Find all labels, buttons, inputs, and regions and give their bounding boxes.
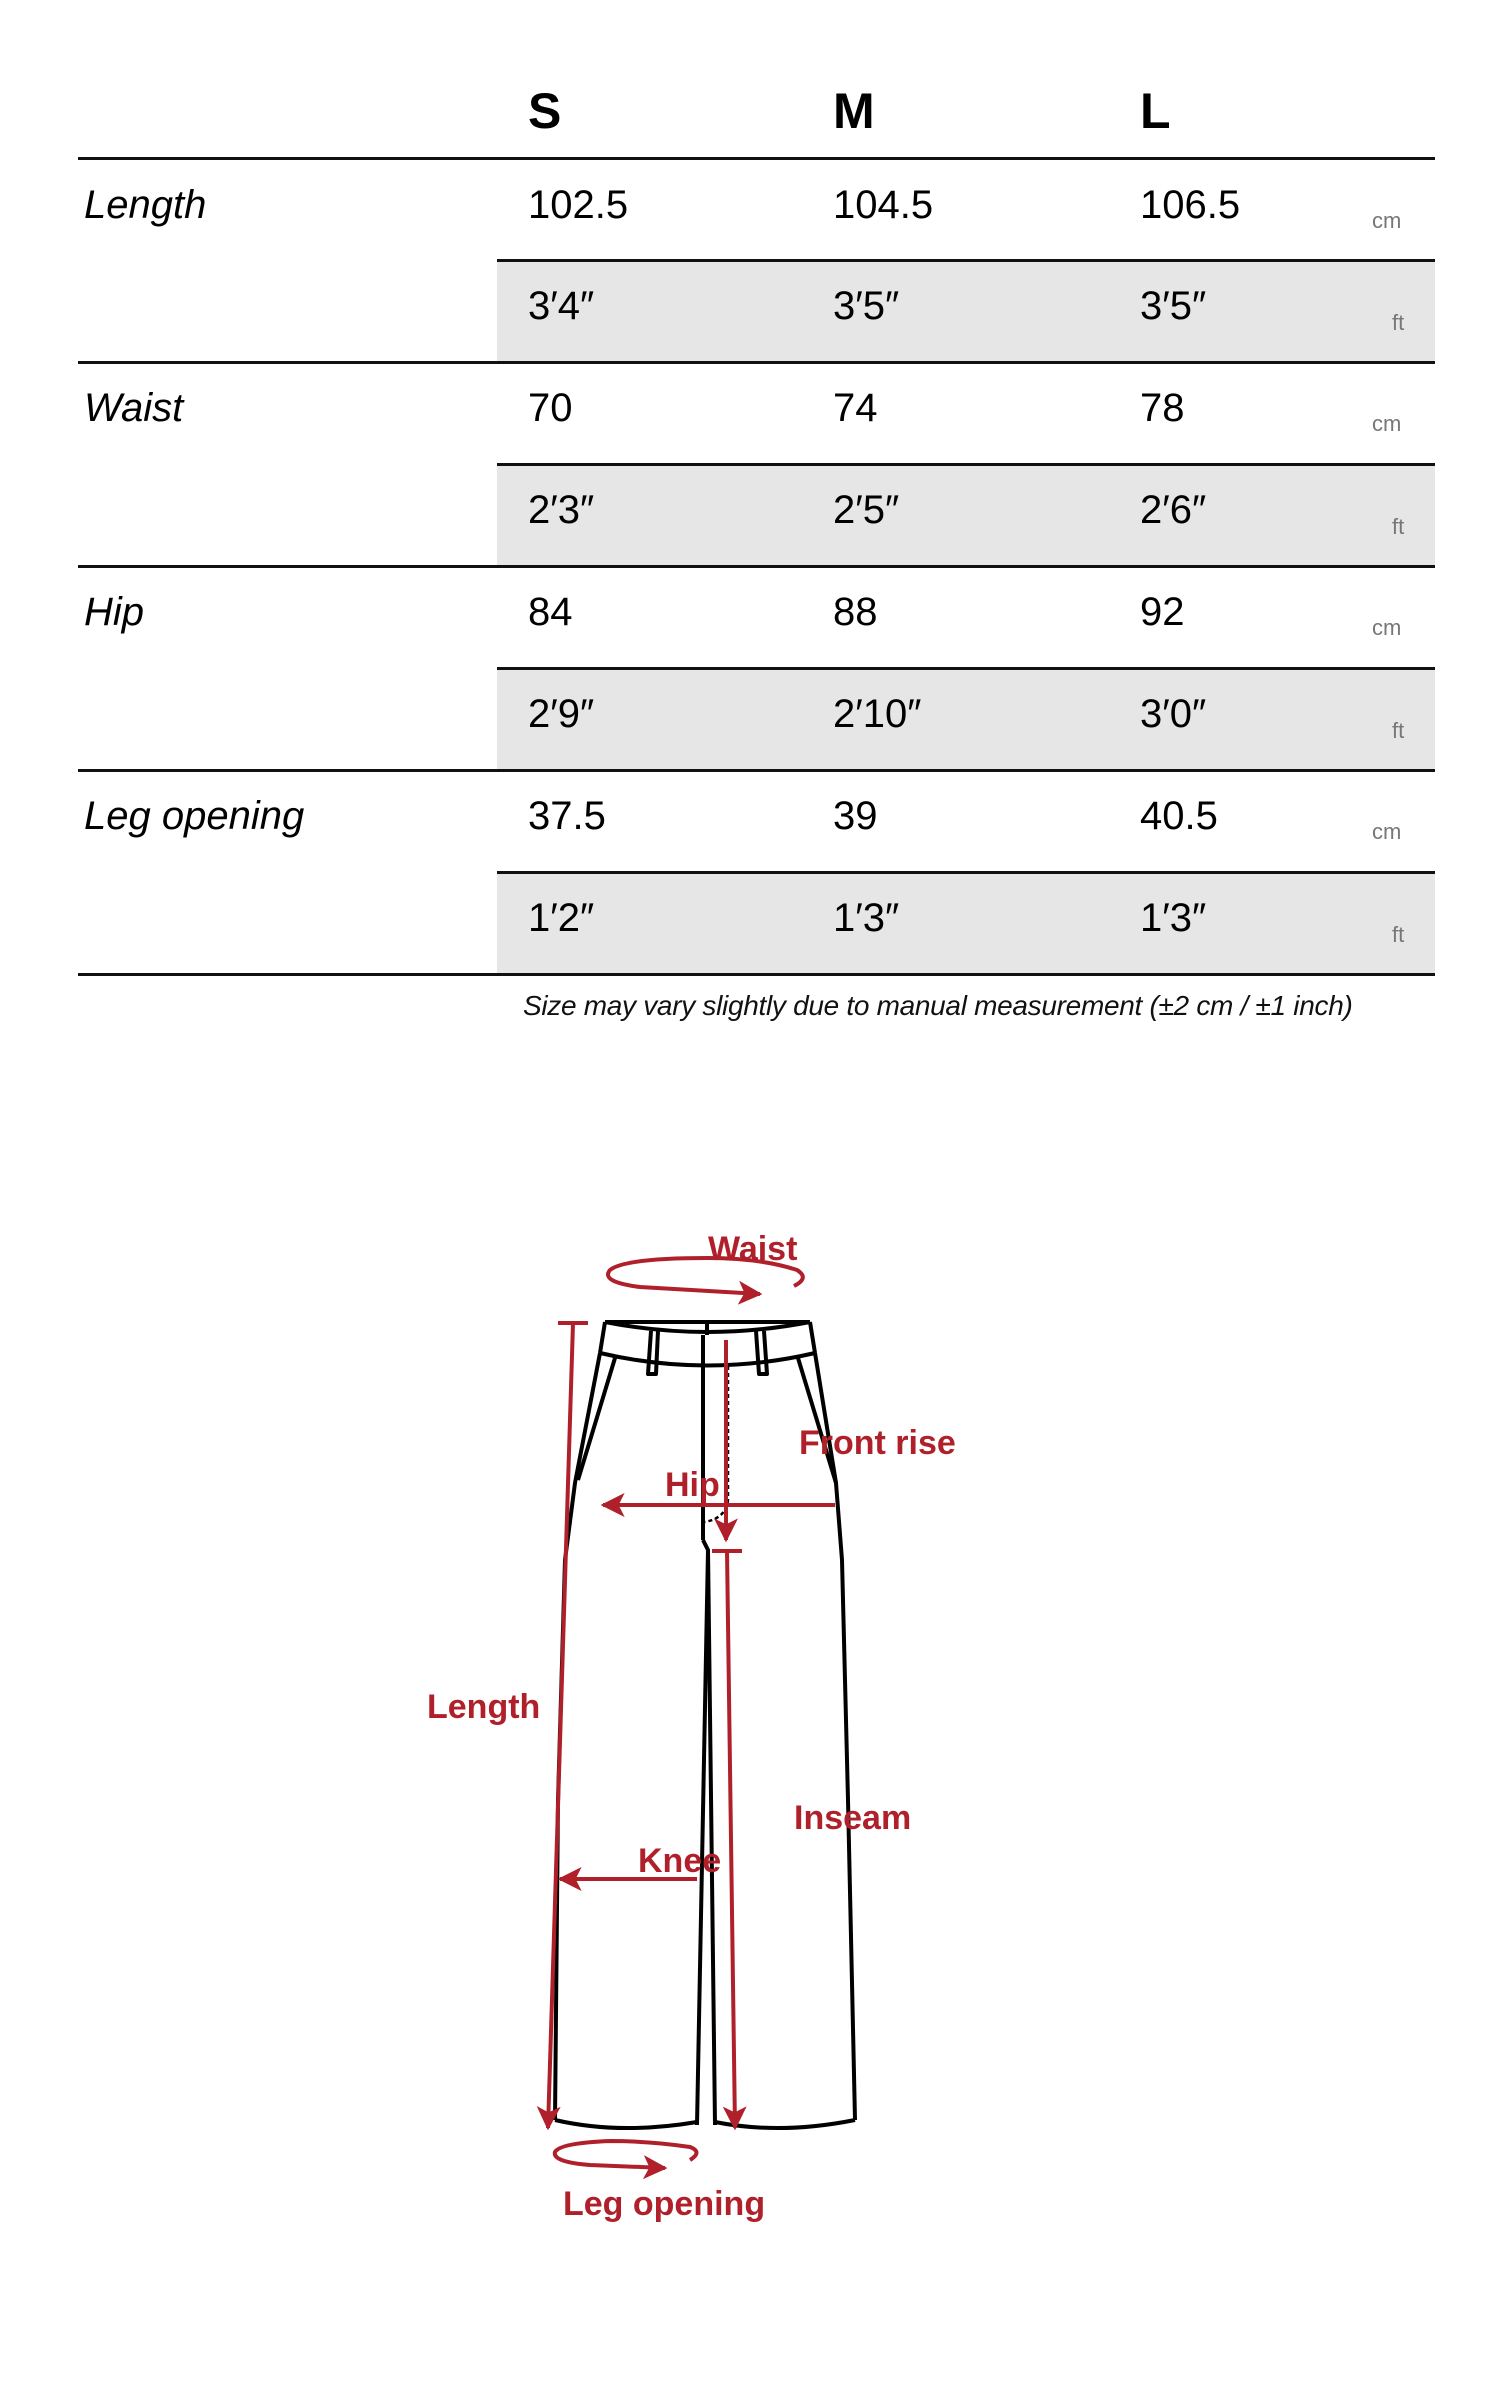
cell-s-ft: 3′4″ xyxy=(528,284,595,328)
cell-l-ft: 2′6″ xyxy=(1140,488,1207,532)
row-label: Leg opening xyxy=(84,794,305,838)
cell-m-ft: 3′5″ xyxy=(833,284,900,328)
cell-l-cm: 92 xyxy=(1140,590,1185,634)
diagram-label-inseam: Inseam xyxy=(794,1799,912,1837)
cell-s-ft: 2′9″ xyxy=(528,692,595,736)
inseam-arrow-icon xyxy=(727,1551,735,2128)
cell-s-cm: 37.5 xyxy=(528,794,606,838)
unit-ft: ft xyxy=(1392,310,1405,335)
diagram-label-knee: Knee xyxy=(638,1842,722,1880)
diagram-label-length: Length xyxy=(427,1688,541,1726)
cell-l-cm: 106.5 xyxy=(1140,183,1241,227)
cell-l-cm: 40.5 xyxy=(1140,794,1218,838)
cell-m-cm: 104.5 xyxy=(833,183,934,227)
cell-s-cm: 102.5 xyxy=(528,183,629,227)
cell-s-ft: 2′3″ xyxy=(528,488,595,532)
cell-m-cm: 74 xyxy=(833,386,878,430)
unit-ft: ft xyxy=(1392,922,1405,947)
unit-ft: ft xyxy=(1392,514,1405,539)
unit-cm: cm xyxy=(1372,411,1402,436)
cell-s-ft: 1′2″ xyxy=(528,896,595,940)
column-header-l: L xyxy=(1140,83,1171,139)
cell-l-cm: 78 xyxy=(1140,386,1185,430)
row-label: Waist xyxy=(84,386,184,430)
column-header-s: S xyxy=(528,83,562,139)
row-label: Length xyxy=(84,183,207,227)
unit-ft: ft xyxy=(1392,718,1405,743)
cell-l-ft: 1′3″ xyxy=(1140,896,1207,940)
cell-s-cm: 84 xyxy=(528,590,573,634)
unit-cm: cm xyxy=(1372,208,1402,233)
measurement-note: Size may vary slightly due to manual measurement (±2 cm / ±1 inch) xyxy=(523,990,1353,1021)
cell-m-cm: 88 xyxy=(833,590,878,634)
cell-m-ft: 1′3″ xyxy=(833,896,900,940)
cell-l-ft: 3′5″ xyxy=(1140,284,1207,328)
row-label: Hip xyxy=(84,590,145,634)
diagram-label-hip: Hip xyxy=(665,1466,720,1504)
leg-opening-arrow-icon xyxy=(555,2141,697,2168)
diagram-label-waist: Waist xyxy=(708,1230,798,1268)
unit-cm: cm xyxy=(1372,819,1402,844)
cell-m-cm: 39 xyxy=(833,794,878,838)
diagram-label-leg-opening: Leg opening xyxy=(563,2185,766,2223)
cell-m-ft: 2′5″ xyxy=(833,488,900,532)
diagram-label-front-rise: Front rise xyxy=(799,1424,956,1462)
cell-l-ft: 3′0″ xyxy=(1140,692,1207,736)
unit-cm: cm xyxy=(1372,615,1402,640)
cell-s-cm: 70 xyxy=(528,386,573,430)
cell-m-ft: 2′10″ xyxy=(833,692,922,736)
column-header-m: M xyxy=(833,83,875,139)
length-arrow-icon xyxy=(548,1323,573,2128)
